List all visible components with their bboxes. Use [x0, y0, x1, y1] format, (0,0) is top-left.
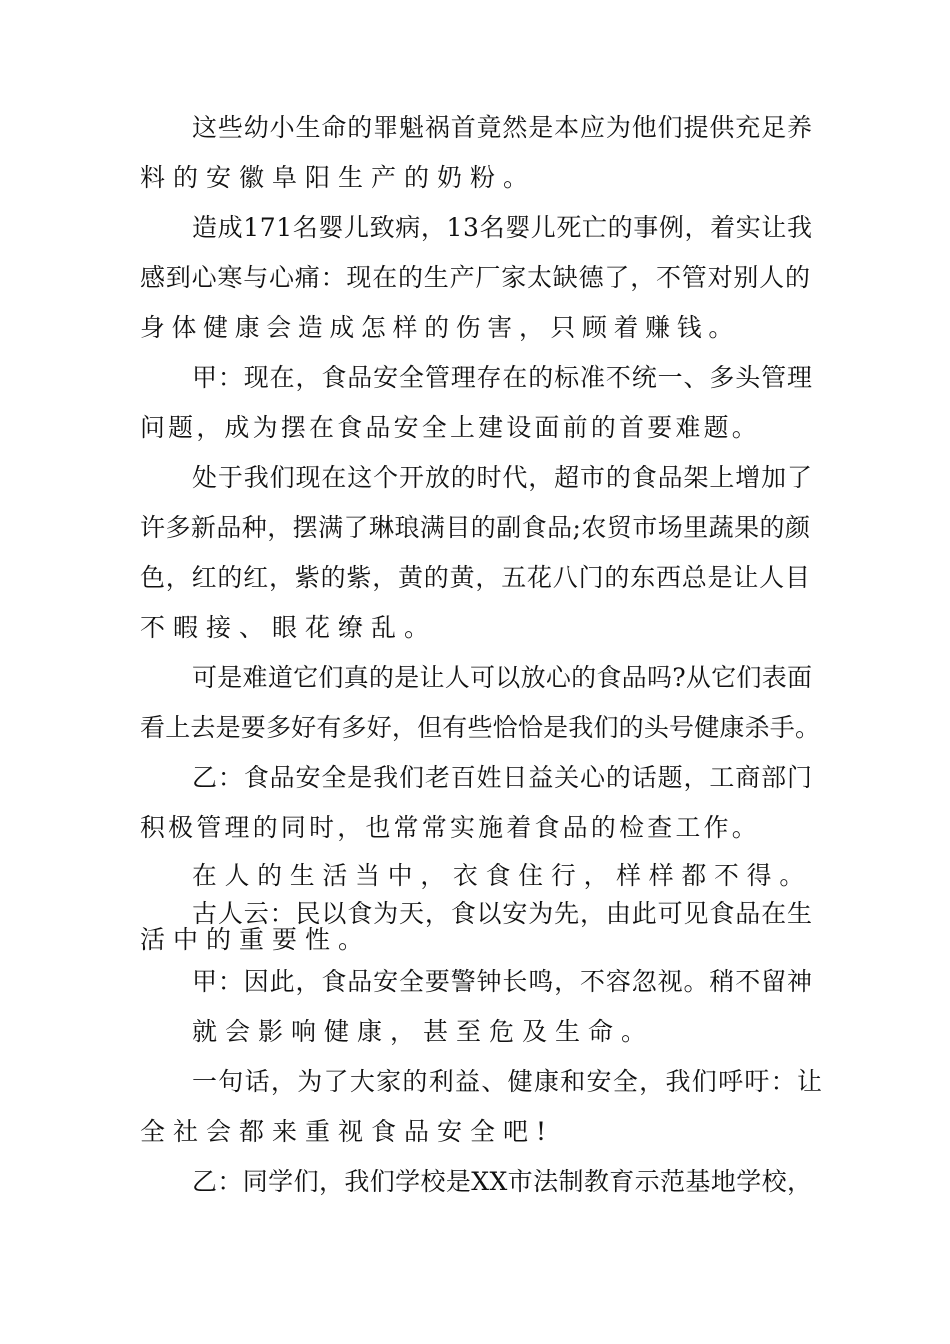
text-line: 看上去是要多好有多好，但有些恰恰是我们的头号健康杀手。	[140, 713, 821, 742]
text-line: 问题，成为摆在食品安全上建设面前的首要难题。	[140, 413, 760, 442]
text-line: 全社会都来重视食品安全吧!	[140, 1117, 555, 1146]
text-line: 造成171名婴儿致病，13名婴儿死亡的事例，着实让我	[192, 213, 813, 242]
text-line: 可是难道它们真的是让人可以放心的食品吗?从它们表面	[192, 663, 813, 692]
text-line: 乙：食品安全是我们老百姓日益关心的话题，工商部门	[192, 763, 813, 792]
text-line: 积极管理的同时，也常常实施着食品的检查工作。	[140, 813, 760, 842]
text-line: 色，红的红，紫的紫，黄的黄，五花八门的东西总是让人目	[140, 563, 811, 592]
text-line: 感到心寒与心痛：现在的生产厂家太缺德了，不管对别人的	[140, 263, 811, 292]
text-line: 就会影响健康，甚至危及生命。	[192, 1017, 655, 1046]
text-line: 乙：同学们，我们学校是XX市法制教育示范基地学校，	[192, 1167, 813, 1196]
text-line: 料的安徽阜阳生产的奶粉。	[140, 163, 537, 192]
text-line: 古人云：民以食为天，食以安为先，由此可见食品在生	[192, 899, 813, 928]
text-line: 甲：现在，食品安全管理存在的标准不统一、多头管理	[192, 363, 813, 392]
text-line: 这些幼小生命的罪魁祸首竟然是本应为他们提供充足养	[192, 113, 813, 142]
text-line: 甲：因此，食品安全要警钟长鸣，不容忽视。稍不留神	[192, 967, 813, 996]
text-line: 处于我们现在这个开放的时代，超市的食品架上增加了	[192, 463, 813, 492]
text-line: 在人的生活当中，衣食住行，样样都不得。	[192, 861, 812, 890]
text-line: 活中的重要性。	[140, 925, 372, 954]
text-line: 一句话，为了大家的利益、健康和安全，我们呼吁：让	[192, 1067, 824, 1096]
text-line: 身体健康会造成怎样的伤害，只顾着赚钱。	[140, 313, 740, 342]
text-line: 不暇接、眼花缭乱。	[140, 613, 438, 642]
text-line: 许多新品种，摆满了琳琅满目的副食品;农贸市场里蔬果的颜	[140, 513, 811, 542]
